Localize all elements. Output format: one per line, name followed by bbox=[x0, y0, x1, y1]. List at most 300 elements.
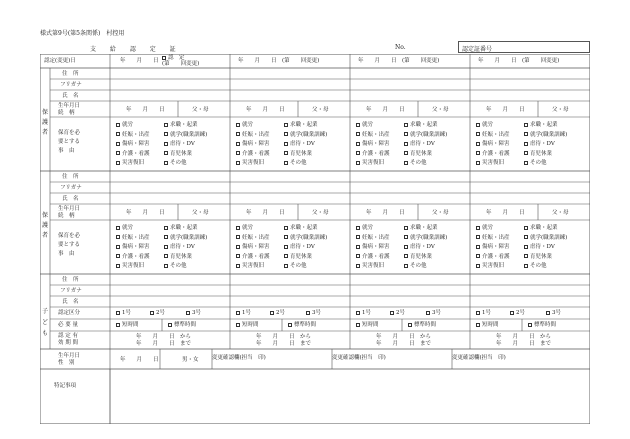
checkbox-icon[interactable] bbox=[476, 123, 480, 127]
child-address-label: 住 所 bbox=[62, 277, 79, 283]
checkbox-icon[interactable] bbox=[164, 123, 168, 127]
checkbox-icon[interactable] bbox=[116, 226, 120, 230]
guardian-birth-date-field[interactable]: 年 月 日 bbox=[246, 210, 285, 216]
change-date-field[interactable]: 年 月 日 (第 回変更) bbox=[358, 58, 440, 64]
checkbox-icon[interactable] bbox=[236, 161, 240, 165]
need-reason-checkbox[interactable] bbox=[236, 225, 253, 231]
checkbox-icon[interactable] bbox=[524, 226, 528, 230]
need-level-checkbox[interactable] bbox=[116, 322, 139, 328]
category-checkbox[interactable] bbox=[476, 310, 491, 316]
checkbox-label: その他 bbox=[410, 160, 427, 166]
checkbox-icon[interactable] bbox=[476, 245, 480, 249]
need-reason-checkbox[interactable] bbox=[356, 235, 390, 241]
checkbox-icon[interactable] bbox=[404, 161, 408, 165]
checkbox-icon[interactable] bbox=[116, 254, 120, 258]
guardian-side-label: 保 bbox=[41, 109, 48, 116]
need-reason-checkbox[interactable] bbox=[404, 263, 427, 269]
checkbox-icon[interactable] bbox=[284, 151, 288, 155]
checkbox-icon[interactable] bbox=[168, 323, 172, 327]
guardian-birth-date-field[interactable]: 年 月 日 bbox=[366, 107, 405, 113]
need-reason-checkbox[interactable] bbox=[116, 160, 144, 166]
checkbox-icon[interactable] bbox=[426, 311, 430, 315]
checkbox-label: 求職・起業 bbox=[530, 225, 558, 231]
certificate-number-box[interactable] bbox=[458, 41, 590, 53]
checkbox-icon[interactable] bbox=[236, 245, 240, 249]
checkbox-label: 妊娠・出産 bbox=[362, 234, 390, 241]
checkbox-icon[interactable] bbox=[356, 235, 360, 239]
need-reason-checkbox[interactable] bbox=[116, 141, 150, 147]
checkbox-icon[interactable] bbox=[476, 226, 480, 230]
need-reason-checkbox[interactable] bbox=[164, 235, 207, 241]
need-level-checkbox[interactable] bbox=[168, 322, 196, 328]
guardian-name-label: 氏 名 bbox=[62, 93, 79, 99]
checkbox-icon[interactable] bbox=[356, 254, 360, 258]
checkbox-icon[interactable] bbox=[524, 245, 528, 249]
checkbox-label: 傷病・障害 bbox=[242, 244, 270, 250]
child-birth-date-field[interactable]: 年 月 日 bbox=[120, 357, 159, 363]
checkbox-icon[interactable] bbox=[236, 142, 240, 146]
checkbox-label: 2号 bbox=[276, 310, 285, 316]
change-confirm-field[interactable]: 変更確認欄(担当 印) bbox=[212, 355, 266, 361]
need-reason-checkbox[interactable] bbox=[284, 141, 315, 147]
checkbox-label: 就労 bbox=[482, 122, 494, 128]
checkbox-label: 認 定 bbox=[168, 55, 185, 61]
checkbox-icon[interactable] bbox=[546, 311, 550, 315]
checkbox-icon[interactable] bbox=[356, 245, 360, 249]
need-reason-checkbox[interactable] bbox=[284, 244, 315, 250]
need-reason-checkbox[interactable] bbox=[284, 254, 312, 260]
checkbox-icon[interactable] bbox=[476, 235, 480, 239]
checkbox-icon[interactable] bbox=[164, 264, 168, 268]
need-reason-checkbox[interactable] bbox=[404, 254, 432, 260]
need-reason-checkbox[interactable] bbox=[284, 132, 327, 138]
need-reason-checkbox[interactable] bbox=[236, 160, 264, 166]
need-reason-checkbox[interactable] bbox=[236, 263, 264, 269]
guardian-furigana-label: フリガナ bbox=[60, 82, 82, 88]
certification-date-field[interactable]: 年 月 日 bbox=[120, 58, 159, 64]
checkbox-icon[interactable] bbox=[116, 151, 120, 155]
need-reason-checkbox[interactable] bbox=[164, 122, 198, 128]
checkbox-icon[interactable] bbox=[116, 311, 120, 315]
need-reason-checkbox[interactable] bbox=[524, 151, 552, 157]
form-number: 様式第9号(第5条関係) 村控用 bbox=[40, 30, 125, 37]
guardian-address-label: 住 所 bbox=[62, 174, 79, 180]
validity-to-field[interactable]: 年 月 日 まで bbox=[136, 341, 192, 347]
guardian-relation-field[interactable]: 父・母 bbox=[312, 210, 329, 216]
need-reason-checkbox[interactable] bbox=[476, 235, 510, 241]
need-reason-checkbox[interactable] bbox=[356, 254, 390, 260]
checkbox-icon[interactable] bbox=[408, 323, 412, 327]
need-reason-checkbox[interactable] bbox=[476, 132, 510, 138]
need-reason-checkbox[interactable] bbox=[284, 160, 307, 166]
checkbox-icon[interactable] bbox=[404, 151, 408, 155]
need-level-checkbox[interactable] bbox=[356, 322, 379, 328]
checkbox-icon[interactable] bbox=[164, 151, 168, 155]
checkbox-icon[interactable] bbox=[524, 132, 528, 136]
checkbox-label: 短時間 bbox=[362, 322, 379, 328]
need-reason-checkbox[interactable] bbox=[356, 151, 390, 157]
checkbox-icon[interactable] bbox=[236, 151, 240, 155]
guardian-relation-field[interactable]: 父・母 bbox=[552, 107, 569, 113]
checkbox-label: 災害復旧 bbox=[242, 160, 265, 166]
checkbox-icon[interactable] bbox=[476, 264, 480, 268]
checkbox-icon[interactable] bbox=[356, 142, 360, 146]
checkbox-icon[interactable] bbox=[390, 311, 394, 315]
child-birth-label: 生年月日 bbox=[58, 353, 81, 359]
need-reason-label: 保育を必 bbox=[58, 233, 81, 239]
need-reason-checkbox[interactable] bbox=[116, 254, 150, 260]
child-sex-field[interactable]: 男・女 bbox=[182, 357, 199, 363]
guardian-relation-field[interactable]: 父・母 bbox=[312, 107, 329, 113]
checkbox-icon[interactable] bbox=[164, 235, 168, 239]
need-reason-checkbox[interactable] bbox=[404, 151, 432, 157]
need-reason-checkbox[interactable] bbox=[404, 225, 438, 231]
checkbox-label: 就学(職業訓練) bbox=[290, 131, 328, 138]
checkbox-label: 育児休業 bbox=[170, 150, 193, 157]
checkbox-label: 虐待・DV bbox=[170, 244, 195, 250]
validity-label: 認 定 有 bbox=[58, 333, 78, 339]
checkbox-icon[interactable] bbox=[236, 226, 240, 230]
checkbox-icon[interactable] bbox=[284, 226, 288, 230]
validity-to-field[interactable]: 年 月 日 まで bbox=[256, 341, 312, 347]
guardian-birth-date-field[interactable]: 年 月 日 bbox=[486, 210, 525, 216]
category-checkbox[interactable] bbox=[186, 310, 201, 316]
guardian-birth-date-field[interactable]: 年 月 日 bbox=[126, 210, 165, 216]
checkbox-icon[interactable] bbox=[510, 311, 514, 315]
need-reason-checkbox[interactable] bbox=[236, 122, 253, 128]
checkbox-label: 就学(職業訓練) bbox=[530, 131, 568, 138]
need-reason-checkbox[interactable] bbox=[404, 235, 447, 241]
need-reason-checkbox[interactable] bbox=[524, 254, 552, 260]
need-reason-checkbox[interactable] bbox=[284, 235, 327, 241]
checkbox-icon[interactable] bbox=[288, 323, 292, 327]
checkbox-icon[interactable] bbox=[284, 132, 288, 136]
need-reason-checkbox[interactable] bbox=[356, 263, 384, 269]
change-date-field[interactable]: 年 月 日 (第 回変更) bbox=[478, 58, 560, 64]
checkbox-icon[interactable] bbox=[150, 311, 154, 315]
checkbox-icon[interactable] bbox=[524, 161, 528, 165]
need-reason-checkbox[interactable] bbox=[524, 160, 547, 166]
checkbox-icon[interactable] bbox=[284, 142, 288, 146]
checkbox-label: 災害復旧 bbox=[122, 160, 145, 166]
checkbox-icon[interactable] bbox=[404, 245, 408, 249]
category-checkbox[interactable] bbox=[150, 310, 165, 316]
checkbox-icon[interactable] bbox=[186, 311, 190, 315]
checkbox-icon[interactable] bbox=[236, 311, 240, 315]
checkbox-label: 3号 bbox=[312, 310, 321, 316]
need-reason-checkbox[interactable] bbox=[164, 132, 207, 138]
need-reason-checkbox[interactable] bbox=[116, 225, 133, 231]
guardian-birth-date-field[interactable]: 年 月 日 bbox=[486, 107, 525, 113]
checkbox-icon[interactable] bbox=[524, 264, 528, 268]
checkbox-icon[interactable] bbox=[404, 123, 408, 127]
checkbox-icon[interactable] bbox=[164, 254, 168, 258]
category-checkbox[interactable] bbox=[236, 310, 251, 316]
need-reason-checkbox[interactable] bbox=[284, 263, 307, 269]
need-reason-checkbox[interactable] bbox=[404, 244, 435, 250]
need-reason-checkbox[interactable] bbox=[164, 160, 187, 166]
category-checkbox[interactable] bbox=[306, 310, 321, 316]
need-reason-checkbox[interactable] bbox=[356, 141, 390, 147]
checkbox-icon[interactable] bbox=[404, 142, 408, 146]
need-reason-checkbox[interactable] bbox=[476, 254, 510, 260]
need-reason-checkbox[interactable] bbox=[284, 122, 318, 128]
category-checkbox[interactable] bbox=[390, 310, 405, 316]
checkbox-label: その他 bbox=[410, 263, 427, 269]
checkbox-label: 就学(職業訓練) bbox=[170, 234, 208, 241]
need-level-checkbox[interactable] bbox=[476, 322, 499, 328]
need-reason-checkbox[interactable] bbox=[524, 122, 558, 128]
child-side-label: も bbox=[41, 330, 48, 337]
need-reason-checkbox[interactable] bbox=[236, 254, 270, 260]
checkbox-icon[interactable] bbox=[356, 226, 360, 230]
need-reason-checkbox[interactable] bbox=[524, 263, 547, 269]
checkbox-icon[interactable] bbox=[404, 235, 408, 239]
checkbox-label: 妊娠・出産 bbox=[242, 131, 270, 138]
checkbox-label: 標準時間 bbox=[414, 322, 437, 328]
checkbox-icon[interactable] bbox=[164, 161, 168, 165]
checkbox-label: 求職・起業 bbox=[410, 225, 438, 231]
need-level-checkbox[interactable] bbox=[288, 322, 316, 328]
checkbox-icon[interactable] bbox=[524, 123, 528, 127]
need-reason-checkbox[interactable] bbox=[356, 160, 384, 166]
change-confirm-field[interactable]: 変更確認欄(担当 印) bbox=[452, 355, 506, 361]
checkbox-label: 就労 bbox=[242, 122, 254, 128]
checkbox-icon[interactable] bbox=[284, 161, 288, 165]
need-reason-checkbox[interactable] bbox=[116, 132, 150, 138]
checkbox-icon[interactable] bbox=[356, 132, 360, 136]
need-level-checkbox[interactable] bbox=[528, 322, 556, 328]
need-reason-checkbox[interactable] bbox=[356, 225, 373, 231]
checkbox-label: 介護・看護 bbox=[362, 150, 390, 157]
checkbox-icon[interactable] bbox=[524, 142, 528, 146]
checkbox-label: 2号 bbox=[396, 310, 405, 316]
checkbox-label: 妊娠・出産 bbox=[482, 234, 510, 241]
change-confirm-field[interactable]: 変更確認欄(担当 印) bbox=[332, 355, 386, 361]
checkbox-label: 虐待・DV bbox=[410, 141, 435, 147]
checkbox-icon[interactable] bbox=[356, 323, 360, 327]
checkbox-icon[interactable] bbox=[116, 123, 120, 127]
checkbox-icon[interactable] bbox=[356, 161, 360, 165]
checkbox-icon[interactable] bbox=[236, 123, 240, 127]
checkbox-icon[interactable] bbox=[116, 264, 120, 268]
checkbox-icon[interactable] bbox=[116, 142, 120, 146]
checkbox-label: 1号 bbox=[482, 310, 491, 316]
need-reason-checkbox[interactable] bbox=[476, 141, 510, 147]
need-reason-checkbox[interactable] bbox=[524, 141, 555, 147]
checkbox-icon[interactable] bbox=[404, 264, 408, 268]
checkbox-icon[interactable] bbox=[284, 264, 288, 268]
category-checkbox[interactable] bbox=[510, 310, 525, 316]
guardian-relation-field[interactable]: 父・母 bbox=[192, 107, 209, 113]
need-reason-checkbox[interactable] bbox=[236, 141, 270, 147]
need-reason-checkbox[interactable] bbox=[524, 132, 567, 138]
checkbox-label: 育児休業 bbox=[290, 253, 313, 260]
checkbox-label: 虐待・DV bbox=[170, 141, 195, 147]
checkbox-icon[interactable] bbox=[284, 254, 288, 258]
need-level-checkbox[interactable] bbox=[408, 322, 436, 328]
checkbox-icon[interactable] bbox=[476, 254, 480, 258]
need-reason-checkbox[interactable] bbox=[476, 225, 493, 231]
checkbox-icon[interactable] bbox=[236, 254, 240, 258]
need-reason-checkbox[interactable] bbox=[356, 122, 373, 128]
checkbox-icon[interactable] bbox=[306, 311, 310, 315]
need-reason-checkbox[interactable] bbox=[404, 141, 435, 147]
checkbox-icon[interactable] bbox=[524, 235, 528, 239]
checkbox-label: 1号 bbox=[362, 310, 371, 316]
need-reason-checkbox[interactable] bbox=[164, 244, 195, 250]
checkbox-label: 傷病・障害 bbox=[122, 244, 150, 250]
checkbox-icon[interactable] bbox=[476, 132, 480, 136]
need-reason-checkbox[interactable] bbox=[284, 151, 312, 157]
checkbox-label: 求職・起業 bbox=[170, 122, 198, 128]
checkbox-label: 1号 bbox=[242, 310, 251, 316]
child-furigana-label: フリガナ bbox=[60, 288, 82, 294]
checkbox-icon[interactable] bbox=[404, 254, 408, 258]
need-reason-checkbox[interactable] bbox=[236, 151, 270, 157]
validity-to-field[interactable]: 年 月 日 まで bbox=[376, 341, 432, 347]
checkbox-label: 2号 bbox=[156, 310, 165, 316]
checkbox-icon[interactable] bbox=[116, 235, 120, 239]
checkbox-icon[interactable] bbox=[476, 151, 480, 155]
checkbox-icon[interactable] bbox=[116, 132, 120, 136]
need-reason-checkbox[interactable] bbox=[164, 263, 187, 269]
checkbox-icon[interactable] bbox=[356, 311, 360, 315]
need-reason-checkbox[interactable] bbox=[356, 132, 390, 138]
need-reason-checkbox[interactable] bbox=[404, 132, 447, 138]
checkbox-icon[interactable] bbox=[404, 226, 408, 230]
checkbox-icon[interactable] bbox=[284, 123, 288, 127]
checkbox-label: 標準時間 bbox=[294, 322, 317, 328]
checkbox-icon[interactable] bbox=[236, 235, 240, 239]
checkbox-icon[interactable] bbox=[524, 151, 528, 155]
checkbox-icon[interactable] bbox=[356, 123, 360, 127]
validity-from-field[interactable]: 年 月 日 から bbox=[136, 334, 192, 340]
checkbox-icon[interactable] bbox=[164, 226, 168, 230]
need-reason-checkbox[interactable] bbox=[404, 160, 427, 166]
checkbox-icon[interactable] bbox=[404, 132, 408, 136]
guardian-birth-date-field[interactable]: 年 月 日 bbox=[246, 107, 285, 113]
checkbox-icon[interactable] bbox=[164, 142, 168, 146]
need-reason-checkbox[interactable] bbox=[164, 225, 198, 231]
validity-from-field[interactable]: 年 月 日 から bbox=[496, 334, 552, 340]
checkbox-icon[interactable] bbox=[162, 56, 166, 60]
need-reason-checkbox[interactable] bbox=[404, 122, 438, 128]
checkbox-label: 短時間 bbox=[242, 322, 259, 328]
need-reason-checkbox[interactable] bbox=[476, 151, 510, 157]
checkbox-label: 育児休業 bbox=[530, 253, 553, 260]
checkbox-label: 災害復旧 bbox=[362, 263, 385, 269]
guardian-birth-date-field[interactable]: 年 月 日 bbox=[366, 210, 405, 216]
need-reason-checkbox[interactable] bbox=[116, 263, 144, 269]
guardian-side-label: 護 bbox=[41, 222, 48, 229]
checkbox-label: その他 bbox=[290, 263, 307, 269]
checkbox-icon[interactable] bbox=[236, 264, 240, 268]
checkbox-icon[interactable] bbox=[284, 235, 288, 239]
validity-from-field[interactable]: 年 月 日 から bbox=[376, 334, 432, 340]
need-reason-checkbox[interactable] bbox=[476, 263, 504, 269]
guardian-birth-date-field[interactable]: 年 月 日 bbox=[126, 107, 165, 113]
category-checkbox[interactable] bbox=[356, 310, 371, 316]
notes-label: 特記事項 bbox=[54, 383, 77, 389]
need-reason-checkbox[interactable] bbox=[236, 235, 270, 241]
need-reason-checkbox[interactable] bbox=[116, 151, 150, 157]
validity-from-field[interactable]: 年 月 日 から bbox=[256, 334, 312, 340]
checkbox-icon[interactable] bbox=[270, 311, 274, 315]
checkbox-label: 妊娠・出産 bbox=[362, 131, 390, 138]
need-reason-checkbox[interactable] bbox=[524, 225, 558, 231]
checkbox-icon[interactable] bbox=[528, 323, 532, 327]
guardian-relation-field[interactable]: 父・母 bbox=[432, 210, 449, 216]
validity-label: 効 期 間 bbox=[58, 340, 78, 346]
checkbox-icon[interactable] bbox=[236, 323, 240, 327]
checkbox-label: 虐待・DV bbox=[530, 244, 555, 250]
need-reason-checkbox[interactable] bbox=[236, 132, 270, 138]
category-checkbox[interactable] bbox=[546, 310, 561, 316]
checkbox-icon[interactable] bbox=[164, 132, 168, 136]
checkbox-icon[interactable] bbox=[116, 245, 120, 249]
need-reason-checkbox[interactable] bbox=[284, 225, 318, 231]
checkbox-icon[interactable] bbox=[476, 323, 480, 327]
checkbox-icon[interactable] bbox=[476, 142, 480, 146]
checkbox-icon[interactable] bbox=[164, 245, 168, 249]
checkbox-label: その他 bbox=[170, 160, 187, 166]
need-reason-checkbox[interactable] bbox=[476, 244, 510, 250]
checkbox-icon[interactable] bbox=[524, 254, 528, 258]
need-reason-checkbox[interactable] bbox=[164, 254, 192, 260]
category-checkbox[interactable] bbox=[270, 310, 285, 316]
need-level-checkbox[interactable] bbox=[236, 322, 259, 328]
need-reason-checkbox[interactable] bbox=[524, 244, 555, 250]
checkbox-icon[interactable] bbox=[476, 311, 480, 315]
checkbox-icon[interactable] bbox=[116, 161, 120, 165]
need-reason-checkbox[interactable] bbox=[524, 235, 567, 241]
category-checkbox[interactable] bbox=[426, 310, 441, 316]
category-checkbox[interactable] bbox=[116, 310, 131, 316]
title-row bbox=[40, 42, 457, 54]
checkbox-icon[interactable] bbox=[476, 161, 480, 165]
need-reason-checkbox[interactable] bbox=[356, 244, 390, 250]
checkbox-icon[interactable] bbox=[284, 245, 288, 249]
need-reason-checkbox[interactable] bbox=[236, 244, 270, 250]
checkbox-label: 2号 bbox=[516, 310, 525, 316]
need-reason-checkbox[interactable] bbox=[476, 160, 504, 166]
checkbox-label: 育児休業 bbox=[410, 253, 433, 260]
checkbox-icon[interactable] bbox=[356, 151, 360, 155]
guardian-relation-field[interactable]: 父・母 bbox=[432, 107, 449, 113]
checkbox-label: 1号 bbox=[122, 310, 131, 316]
checkbox-icon[interactable] bbox=[236, 132, 240, 136]
checkbox-icon[interactable] bbox=[356, 264, 360, 268]
need-reason-checkbox[interactable] bbox=[476, 122, 493, 128]
checkbox-label: 災害復旧 bbox=[242, 263, 265, 269]
need-reason-checkbox[interactable] bbox=[116, 235, 150, 241]
checkbox-label: 妊娠・出産 bbox=[122, 234, 150, 241]
guardian-relation-field[interactable]: 父・母 bbox=[192, 210, 209, 216]
checkbox-icon[interactable] bbox=[116, 323, 120, 327]
need-reason-checkbox[interactable] bbox=[164, 141, 195, 147]
need-reason-label: 要とする bbox=[58, 242, 81, 248]
need-reason-checkbox[interactable] bbox=[116, 122, 133, 128]
guardian-relation-field[interactable]: 父・母 bbox=[552, 210, 569, 216]
checkbox-label: 介護・看護 bbox=[482, 150, 510, 157]
checkbox-label: 育児休業 bbox=[290, 150, 313, 157]
validity-to-field[interactable]: 年 月 日 まで bbox=[496, 341, 552, 347]
need-reason-checkbox[interactable] bbox=[116, 244, 150, 250]
need-reason-checkbox[interactable] bbox=[164, 151, 192, 157]
change-date-field[interactable]: 年 月 日 (第 回変更) bbox=[238, 58, 320, 64]
child-name-label: 氏 名 bbox=[62, 299, 79, 305]
